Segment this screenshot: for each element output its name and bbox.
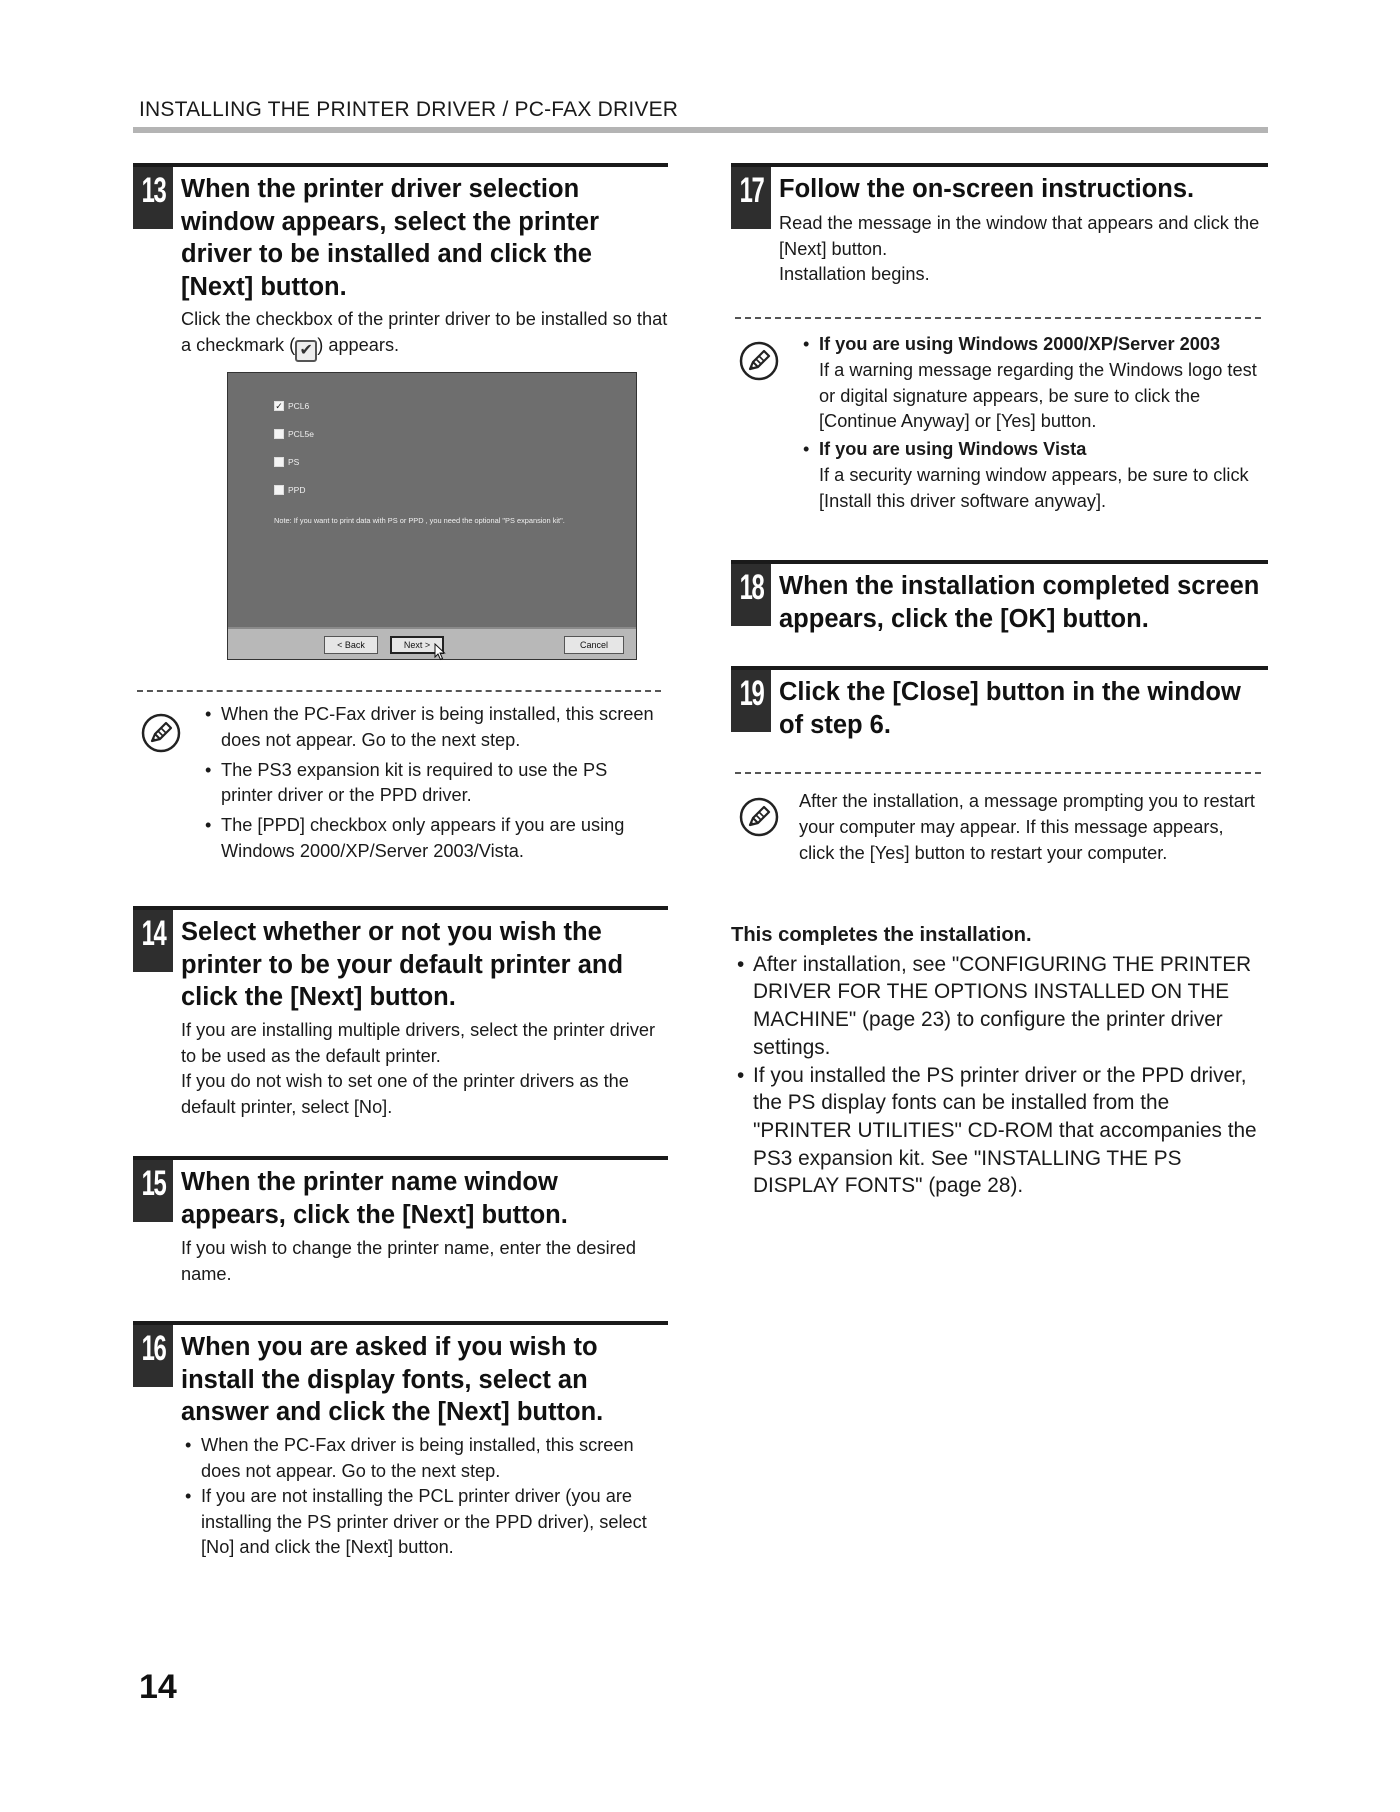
- completion-item: • After installation, see "CONFIGURING THE PRINTER DRIVER FOR THE OPTIONS INSTALLED ON THE MACHINE" (page 23) to configure the printer driver settings.: [731, 951, 1271, 1062]
- screenshot-button-bar: [228, 627, 636, 659]
- step-title: Select whether or not you wish the printer to be your default printer and click the [Next] button.: [181, 918, 624, 1011]
- note-item-text: If a security warning window appears, be sure to click [Install this driver software anyway].: [819, 464, 1249, 511]
- note-list: [799, 332, 1265, 515]
- step-rule: [133, 906, 668, 910]
- dashed-separator: [735, 772, 1261, 774]
- step-19: [731, 666, 1268, 756]
- step-number-badge: [731, 564, 771, 626]
- step-rule: [731, 560, 1268, 564]
- note-list: [201, 702, 661, 869]
- checkbox-icon: [274, 429, 284, 439]
- step-rule: [133, 1156, 668, 1160]
- step-body-paragraph: If you do not wish to set one of the printer drivers as the default printer, select [No].: [181, 1071, 629, 1117]
- step-body: [181, 307, 668, 362]
- step-number: 15: [141, 1164, 165, 1203]
- step-number: 17: [739, 171, 763, 210]
- header-rule: [133, 127, 1268, 133]
- option-pcl5e: [274, 429, 314, 439]
- step-rule: [133, 163, 668, 167]
- step-body: If you wish to change the printer name, enter the desired name.: [181, 1238, 636, 1284]
- step-rule: [133, 1321, 668, 1325]
- step-number: 13: [141, 171, 165, 210]
- page-number: 14: [139, 1668, 177, 1706]
- step-title: Follow the on-screen instructions.: [779, 175, 1195, 203]
- checked-checkbox-icon: ✓: [275, 400, 283, 411]
- completion-list: [731, 951, 1271, 1200]
- step-body-text-after: ) appears.: [317, 334, 400, 355]
- dashed-separator: [735, 317, 1261, 319]
- option-label: PCL6: [288, 401, 310, 411]
- note-item-heading: • If you are using Windows 2000/XP/Server 2003: [819, 334, 1221, 354]
- step-bullet-item: • When the PC-Fax driver is being installed, this screen does not appear. Go to the next step.: [181, 1433, 668, 1484]
- step-number: 19: [739, 674, 763, 713]
- step-body-paragraph: If you are installing multiple drivers, select the printer driver to be used as the default printer.: [181, 1020, 656, 1066]
- running-header: INSTALLING THE PRINTER DRIVER / PC-FAX DRIVER: [139, 98, 679, 121]
- dashed-separator: [137, 690, 661, 692]
- note-item: • The PS3 expansion kit is required to use the PS printer driver or the PPD driver.: [201, 758, 661, 810]
- note-item: • When the PC-Fax driver is being installed, this screen does not appear. Go to the next step.: [201, 702, 661, 754]
- option-label: PCL5e: [288, 429, 314, 439]
- step-body-paragraph: Read the message in the window that appears and click the [Next] button.: [779, 213, 1260, 259]
- step-number-badge: [731, 670, 771, 732]
- step-title: When you are asked if you wish to install the display fonts, select an answer and click the [Next] button.: [181, 1333, 604, 1426]
- completion-block: [731, 922, 1271, 1200]
- mouse-cursor-icon: [434, 643, 446, 661]
- note-item: [799, 437, 1265, 514]
- driver-selection-screenshot: [227, 372, 637, 660]
- step-rule: [731, 666, 1268, 670]
- note-item: [799, 332, 1265, 435]
- completion-item: • If you installed the PS printer driver or the PPD driver, the PS display fonts can be installed from the "PRINTER UTILITIES" CD-ROM that accompanies the PS3 expansion kit. See "INSTALLING THE PS DISPLAY FONTS" (page 28).: [731, 1062, 1271, 1201]
- step-number-badge: [133, 1325, 173, 1387]
- step-number-badge: [731, 167, 771, 229]
- step-number-badge: [133, 1160, 173, 1222]
- note-item-heading: • If you are using Windows Vista: [819, 439, 1087, 460]
- note-text: After the installation, a message prompting you to restart your computer may appear. If this message appears, click the [Yes] button to restart your computer.: [799, 791, 1255, 863]
- checkbox-icon: [274, 457, 284, 467]
- step-14: [133, 906, 668, 1136]
- next-button: Next >: [390, 636, 444, 654]
- screenshot-note: Note: If you want to print data with PS or PPD , you need the optional "PS expansion kit".: [274, 516, 565, 525]
- note-pencil-icon: [738, 796, 780, 838]
- step-bullet-list: [181, 1433, 668, 1561]
- step-number-badge: [133, 910, 173, 972]
- checkmark-icon: ✔: [295, 340, 317, 362]
- step-17: [731, 163, 1268, 303]
- cancel-button: Cancel: [564, 636, 624, 654]
- step-16: [133, 1321, 668, 1571]
- option-ppd: [274, 485, 305, 495]
- note-item-text: If a warning message regarding the Windows logo test or digital signature appears, be sure to click the [Continue Anyway] or [Yes] button.: [819, 359, 1257, 432]
- step-body: [181, 1018, 668, 1120]
- step-title: Click the [Close] button in the window of step 6.: [779, 678, 1241, 739]
- step-title: When the installation completed screen appears, click the [OK] button.: [779, 572, 1260, 633]
- checkbox-icon: [274, 485, 284, 495]
- step-body: [779, 211, 1268, 288]
- option-pcl6: [274, 401, 309, 411]
- step-number: 16: [141, 1329, 165, 1368]
- completion-heading: This completes the installation.: [731, 924, 1032, 946]
- step-body-paragraph: Installation begins.: [779, 264, 930, 284]
- step-title: When the printer driver selection window appears, select the printer driver to be installed and click the [Next] button.: [181, 175, 600, 301]
- option-label: PPD: [288, 485, 306, 495]
- note-pencil-icon: [140, 712, 182, 754]
- note-item: • The [PPD] checkbox only appears if you are using Windows 2000/XP/Server 2003/Vista.: [201, 813, 661, 865]
- back-button: < Back: [324, 636, 378, 654]
- option-ps: [274, 457, 299, 467]
- step-bullet-item: • If you are not installing the PCL printer driver (you are installing the PS printer driver or the PPD driver), select [No] and click the [Next] button.: [181, 1484, 668, 1561]
- step-number-badge: [133, 167, 173, 229]
- note-pencil-icon: [738, 340, 780, 382]
- option-label: PS: [288, 457, 300, 467]
- step-15: [133, 1156, 668, 1306]
- step-number: 14: [141, 914, 165, 953]
- step-title: When the printer name window appears, click the [Next] button.: [181, 1168, 568, 1229]
- step-18: [731, 560, 1268, 650]
- step-rule: [731, 163, 1268, 167]
- step-number: 18: [739, 568, 763, 607]
- step-body-text-before: Click the checkbox of the printer driver to be installed so that a checkmark (: [181, 309, 668, 355]
